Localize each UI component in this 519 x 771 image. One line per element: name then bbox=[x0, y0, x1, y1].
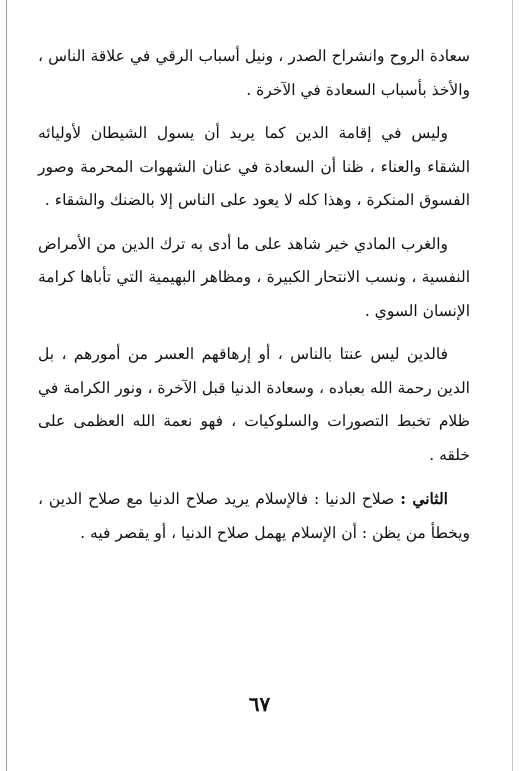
paragraph-1 bbox=[38, 40, 470, 107]
paragraph-4 bbox=[38, 338, 470, 472]
paragraph-5-text: صلاح الدنيا : فالإسلام يريد صلاح الدنيا مع صلاح الدين ، ويخطأ من يظن : أن الإسلام يهمل صلاح الدنيا ، أو يقصر فيه . bbox=[38, 490, 470, 542]
paragraph-3-text: والغرب المادي خير شاهد على ما أدى به ترك الدين من الأمراض النفسية ، ونسب الانتحار الكبيرة ، ومظاهر البهيمية التي تأباها كرامة الإنسان السوي . bbox=[38, 234, 470, 320]
paragraph-5-lead: الثاني : bbox=[400, 489, 448, 508]
paragraph-2 bbox=[38, 117, 470, 218]
paragraph-5 bbox=[38, 482, 470, 550]
page-number: ٦٧ bbox=[248, 692, 271, 716]
paragraph-3 bbox=[38, 228, 470, 329]
body-text bbox=[38, 40, 470, 560]
paragraph-2-text: وليس في إقامة الدين كما يريد أن يسول الشيطان لأوليائه الشقاء والعناء ، ظنا أن السعادة في عنان الشهوات المحرمة وصور الفسوق المنكرة ، وهذا كله لا يعود على الناس إلا بالضنك والشقاء . bbox=[38, 124, 470, 209]
page-right-edge bbox=[512, 0, 513, 771]
paragraph-1-text: سعادة الروح وانشراح الصدر ، ونيل أسباب الرقي في علاقة الناس ، والأخذ بأسباب السعادة في الآخرة . bbox=[38, 47, 470, 99]
paragraph-4-text: فالدين ليس عنتا بالناس ، أو إرهاقهم العسر من أمورهم ، بل الدين رحمة الله بعباده ، وسعادة الدنيا قبل الآخرة ، ونور الكرامة في ظلام تخبط التصورات والسلوكيات ، فهو نعمة الله العظمى على خلقه . bbox=[38, 345, 470, 464]
page-left-edge bbox=[6, 0, 7, 771]
